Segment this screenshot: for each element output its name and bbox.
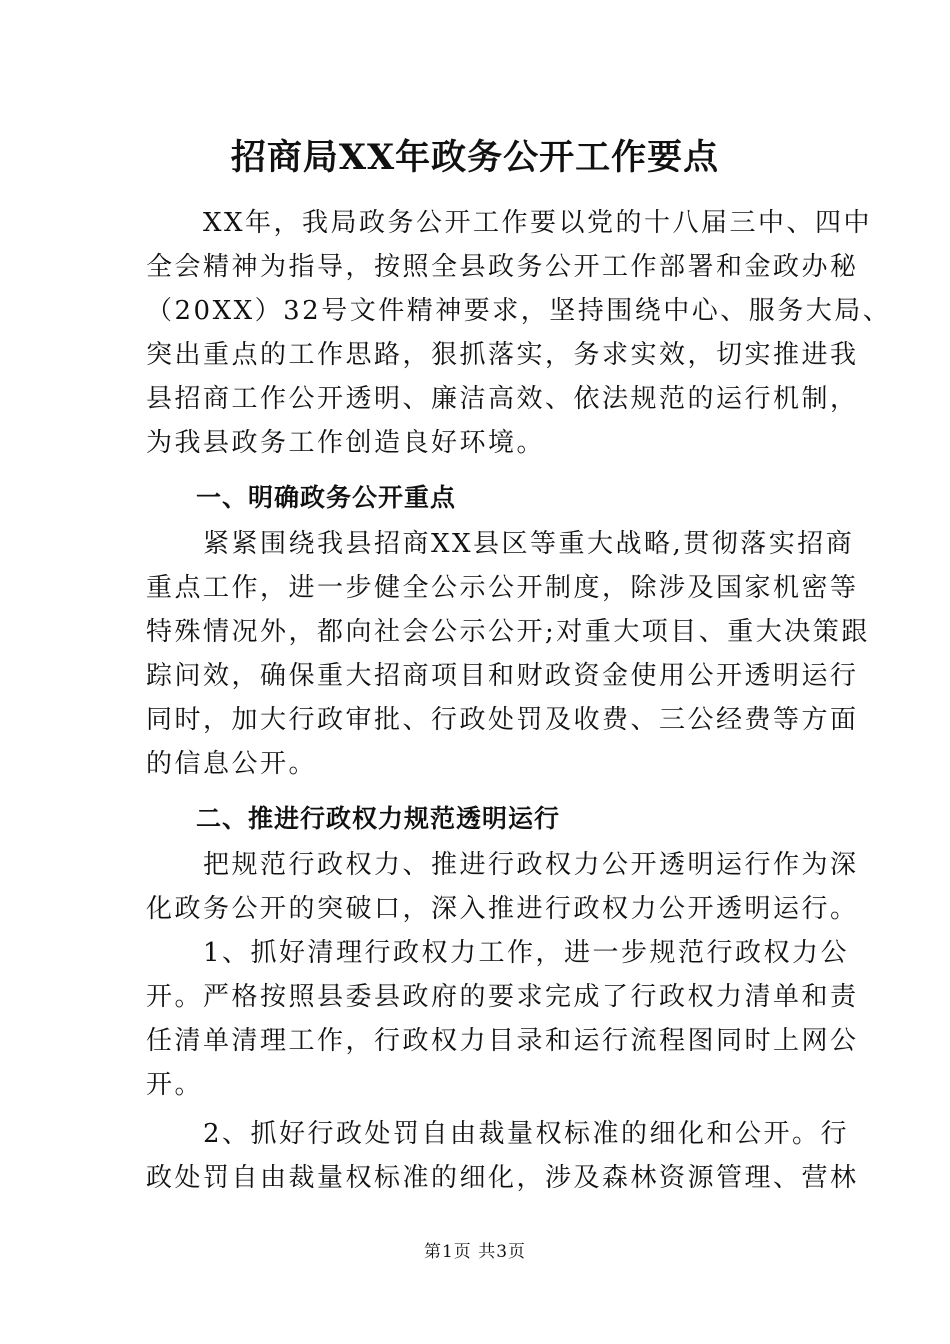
paragraph-line: 同时，加大行政审批、行政处罚及收费、三公经费等方面 <box>146 705 859 735</box>
paragraph-line: 重点工作，进一步健全公示公开制度，除涉及国家机密等 <box>146 573 859 603</box>
paragraph-line: 政处罚自由裁量权标准的细化，涉及森林资源管理、营林 <box>146 1163 859 1193</box>
paragraph-line: 踪问效，确保重大招商项目和财政资金使用公开透明运行 <box>146 661 859 691</box>
paragraph-line: 把规范行政权力、推进行政权力公开透明运行作为深 <box>146 850 859 880</box>
paragraph-line: 开。 <box>146 1070 204 1100</box>
paragraph-line: （20XX）32号文件精神要求，坚持围绕中心、服务大局、 <box>146 296 892 326</box>
paragraph-line: 1、抓好清理行政权力工作，进一步规范行政权力公 <box>146 938 850 968</box>
paragraph-line: XX年，我局政务公开工作要以党的十八届三中、四中 <box>146 208 873 238</box>
paragraph-line: 为我县政务工作创造良好环境。 <box>146 428 546 458</box>
document-title: 招商局XX年政务公开工作要点 <box>230 137 720 178</box>
paragraph-line: 任清单清理工作，行政权力目录和运行流程图同时上网公 <box>146 1026 859 1056</box>
paragraph-line: 突出重点的工作思路，狠抓落实，务求实效，切实推进我 <box>146 340 859 370</box>
paragraph-line: 全会精神为指导，按照全县政务公开工作部署和金政办秘 <box>146 252 859 282</box>
paragraph-line: 开。严格按照县委县政府的要求完成了行政权力清单和责 <box>146 982 859 1012</box>
paragraph-line: 化政务公开的突破口，深入推进行政权力公开透明运行。 <box>146 894 859 924</box>
paragraph-line: 特殊情况外，都向社会公示公开;对重大项目、重大决策跟 <box>146 617 870 647</box>
section-heading: 一、明确政务公开重点 <box>196 483 457 512</box>
paragraph-line: 的信息公开。 <box>146 749 318 779</box>
paragraph-line: 2、抓好行政处罚自由裁量权标准的细化和公开。行 <box>146 1119 850 1149</box>
paragraph-line: 紧紧围绕我县招商XX县区等重大战略,贯彻落实招商 <box>146 529 855 559</box>
section-heading: 二、推进行政权力规范透明运行 <box>196 804 561 833</box>
paragraph-line: 县招商工作公开透明、廉洁高效、依法规范的运行机制， <box>146 384 859 414</box>
page-number-footer: 第1页 共3页 <box>423 1242 527 1262</box>
